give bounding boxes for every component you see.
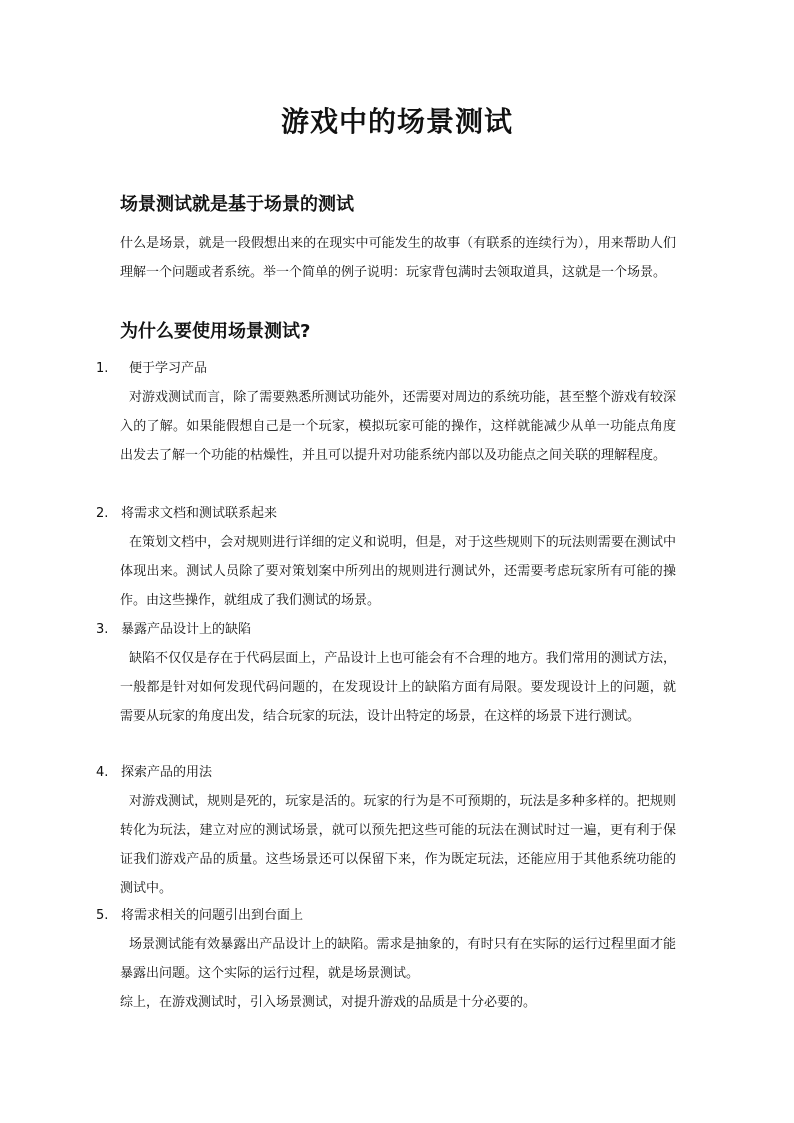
section-heading-scene-test-definition: 场景测试就是基于场景的测试 [120, 194, 354, 215]
list-item-body: 在策划文档中，会对规则进行详细的定义和说明，但是，对于这些规则下的玩法则需要在测试中体现出来。测试人员除了要对策划案中所列出的规则进行测试外，还需要考虑玩家所有可能的操作。由这些操作，就组成了我们测试的场景。 [120, 535, 676, 608]
list-item-body: 场景测试能有效暴露出产品设计上的缺陷。需求是抽象的，有时只有在实际的运行过程里面才能暴露出问题。这个实际的运行过程，就是场景测试。 [120, 937, 676, 981]
list-item-title: 暴露产品设计上的缺陷 [121, 622, 252, 637]
section-heading-why-scene-test: 为什么要使用场景测试? [120, 321, 311, 342]
list-item-title: 将需求相关的问题引出到台面上 [121, 908, 304, 923]
list-item-body: 对游戏测试，规则是死的，玩家是活的。玩家的行为是不可预期的，玩法是多种多样的。把规则转化为玩法，建立对应的测试场景，就可以预先把这些可能的玩法在测试时过一遍，更有利于保证我们游戏产品的质量。这些场景还可以保留下来，作为既定玩法，还能应用于其他系统功能的测试中。 [120, 794, 676, 896]
intro-paragraph: 什么是场景，就是一段假想出来的在现实中可能发生的故事（有联系的连续行为），用来帮助人们理解一个问题或者系统。举一个简单的例子说明：玩家背包满时去领取道具，这就是一个场景。 [120, 236, 676, 280]
list-item-number: 4. [96, 765, 109, 780]
conclusion-paragraph: 综上，在游戏测试时，引入场景测试，对提升游戏的品质是十分必要的。 [120, 995, 537, 1010]
list-item-body: 缺陷不仅仅是存在于代码层面上，产品设计上也可能会有不合理的地方。我们常用的测试方法，一般都是针对如何发现代码问题的，在发现设计上的缺陷方面有局限。要发现设计上的问题，就需要从玩家的角度出发，结合玩家的玩法，设计出特定的场景，在这样的场景下进行测试。 [120, 651, 676, 724]
list-item-title: 探索产品的用法 [121, 765, 213, 780]
list-item-number: 3. [96, 622, 109, 637]
document-title: 游戏中的场景测试 [280, 105, 513, 138]
list-item-number: 5. [96, 908, 109, 923]
list-item-body: 对游戏测试而言，除了需要熟悉所测试功能外，还需要对周边的系统功能，甚至整个游戏有较深入的了解。如果能假想自己是一个玩家，模拟玩家可能的操作，这样就能减少从单一功能点角度出发去了解一个功能的枯燥性，并且可以提升对功能系统内部以及功能点之间关联的理解程度。 [120, 390, 676, 463]
list-item-number: 2. [96, 506, 109, 521]
list-item-title: 将需求文档和测试联系起来 [121, 506, 278, 521]
list-item-title: 便于学习产品 [129, 361, 208, 376]
list-item-number: 1. [96, 361, 109, 376]
